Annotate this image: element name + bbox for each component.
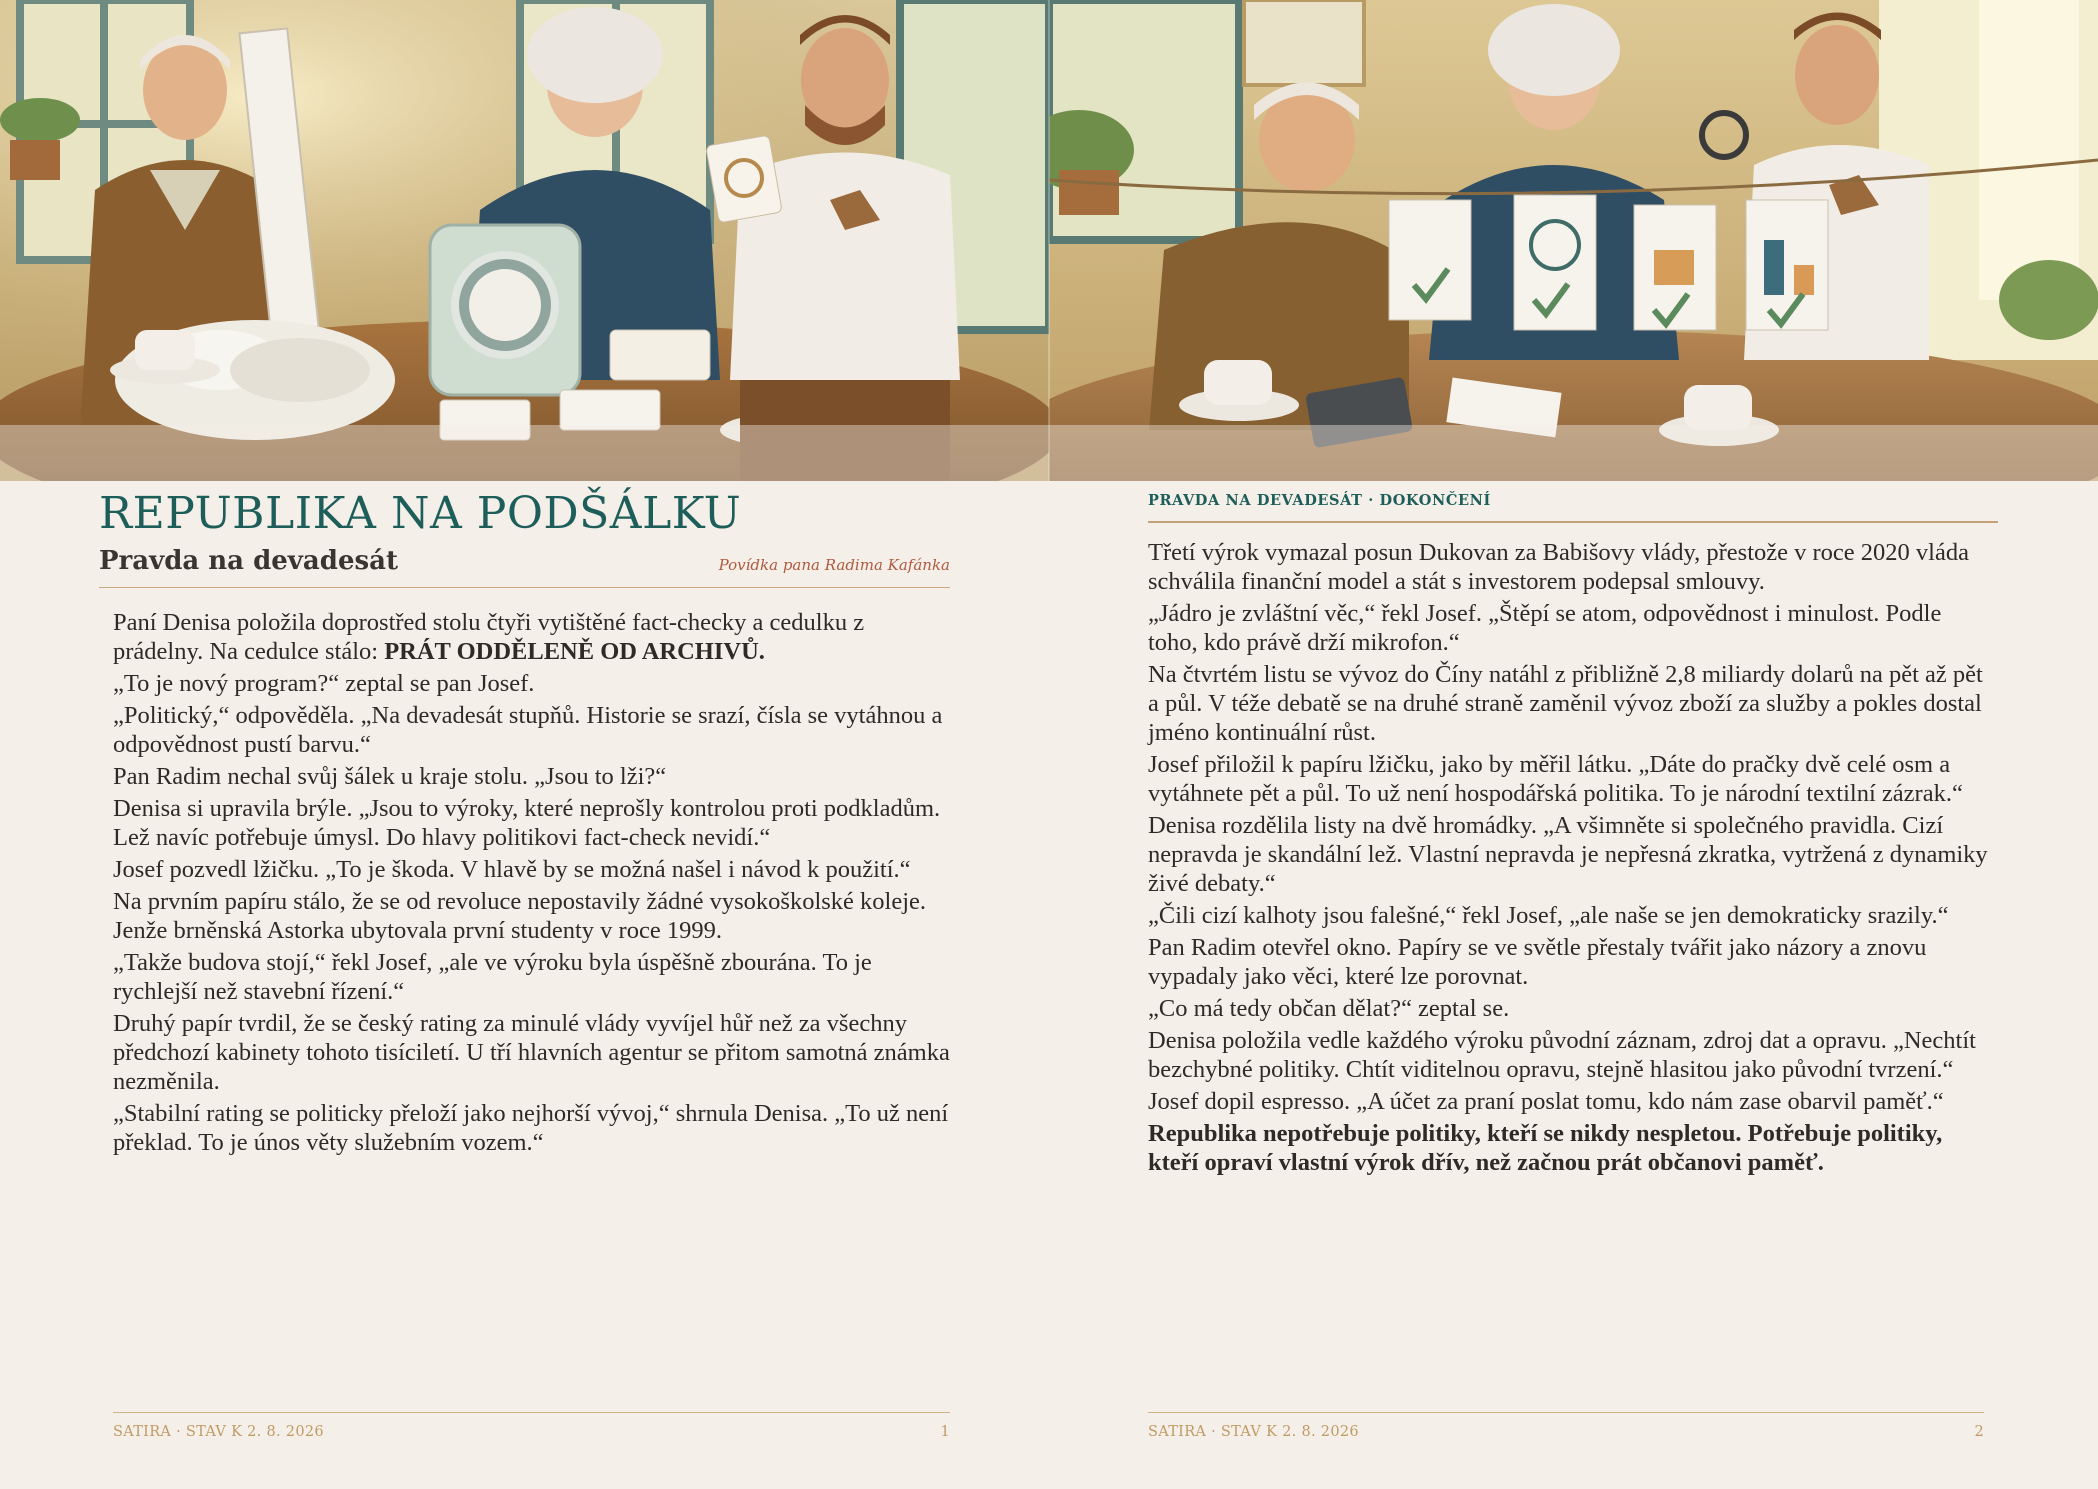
page-spine bbox=[1048, 0, 1050, 481]
paragraph: Denisa si upravila brýle. „Jsou to výroky, které neprošly kontrolou proti podkladům. Lež navíc potřebuje úmysl. Do hlavy politikovi fact-check nevidí.“ bbox=[113, 795, 941, 851]
paragraph: Pan Radim otevřel okno. Papíry se ve světle přestaly tvářit jako názory a znovu vypadaly jako věci, které lze porovnat. bbox=[1148, 934, 1927, 990]
page-number: 1 bbox=[940, 1424, 950, 1440]
paragraph: Denisa položila vedle každého výroku původní záznam, zdroj dat a opravu. „Nechtít bezchybné politiky. Chtít viditelnou opravu, stejně hlasitou jako původní tvrzení.“ bbox=[1148, 1027, 1976, 1083]
paragraph-text: Paní Denisa položila doprostřed stolu čtyři vytištěné fact-checky a cedulku z prádelny. Na cedulce stálo: bbox=[113, 609, 865, 665]
paragraph: „Čili cizí kalhoty jsou falešné,“ řekl Josef, „ale naše se jen demokraticky srazily.“ bbox=[1148, 902, 1949, 929]
paragraph: „Stabilní rating se politicky přeloží jako nejhorší vývoj,“ shrnula Denisa. „To už není překlad. To je únos věty služebním vozem.“ bbox=[113, 1100, 949, 1156]
footer-divider bbox=[113, 1412, 950, 1413]
closing-text: Republika nepotřebuje politiky, kteří se nikdy nespletou. Potřebuje politiky, kteří opraví vlastní výrok dřív, než začnou prát občanovi paměť. bbox=[1148, 1120, 1943, 1176]
left-column-text bbox=[113, 608, 958, 1160]
title-divider bbox=[99, 587, 950, 588]
paragraph: „To je nový program?“ zeptal se pan Josef. bbox=[113, 670, 535, 697]
paragraph: Pan Radim nechal svůj šálek u kraje stolu. „Jsou to lži?“ bbox=[113, 763, 667, 790]
page-number: 2 bbox=[1974, 1424, 1984, 1440]
story-title: REPUBLIKA NA PODŠÁLKU bbox=[99, 488, 742, 539]
kicker-divider bbox=[1148, 521, 1998, 523]
story-byline: Povídka pana Radima Kafánka bbox=[718, 556, 950, 574]
paragraph: „Politický,“ odpověděla. „Na devadesát stupňů. Historie se srazí, čísla se vytáhnou a odpovědnost pustí barvu.“ bbox=[113, 702, 943, 758]
footer-divider bbox=[1148, 1412, 1984, 1413]
paragraph: Na čtvrtém listu se vývoz do Číny natáhl z přibližně 2,8 miliardy dolarů na pět až pět a půl. V téže debatě se na druhé straně zaměnil vývoz zboží za služby a pokles dostal jméno kontinuální růst. bbox=[1148, 661, 1983, 746]
paragraph: Josef přiložil k papíru lžičku, jako by měřil látku. „Dáte do pračky dvě celé osm a vytáhnete pět a půl. To už není hospodářská politika. To je národní textilní zázrak.“ bbox=[1148, 751, 1963, 807]
paragraph bbox=[113, 608, 958, 666]
footer-section-label: SATIRA · STAV K 2. 8. 2026 bbox=[113, 1424, 324, 1440]
paragraph: „Takže budova stojí,“ řekl Josef, „ale ve výroku byla úspěšně zbourána. To je rychlejší než stavební řízení.“ bbox=[113, 949, 872, 1005]
illustration-right bbox=[1049, 0, 2098, 481]
illustration-left bbox=[0, 0, 1049, 481]
image-fade-overlay bbox=[0, 425, 1049, 481]
paragraph: Josef pozvedl lžičku. „To je škoda. V hlavě by se možná našel i návod k použití.“ bbox=[113, 856, 911, 883]
story-subtitle: Pravda na devadesát bbox=[99, 546, 398, 576]
paragraph: Denisa rozdělila listy na dvě hromádky. „A všimněte si společného pravidla. Cizí nepravda je skandální lež. Vlastní nepravda je nepřesná zkratka, vytržená z dynamiky živé debaty.“ bbox=[1148, 812, 1988, 897]
laundry-scene-image bbox=[0, 0, 1049, 481]
paragraph: Josef dopil espresso. „A účet za praní poslat tomu, kdo nám zase obarvil paměť.“ bbox=[1148, 1088, 1944, 1115]
closing-statement bbox=[1148, 1119, 1996, 1177]
right-column-text bbox=[1148, 538, 1996, 1180]
paragraph: Na prvním papíru stálo, že se od revoluce nepostavily žádné vysokoškolské koleje. Jenže brněnská Astorka ubytovala první studenty v roce 1999. bbox=[113, 888, 927, 944]
drying-line-scene-image bbox=[1049, 0, 2098, 481]
paragraph: „Co má tedy občan dělat?“ zeptal se. bbox=[1148, 995, 1510, 1022]
continuation-kicker: PRAVDA NA DEVADESÁT · DOKONČENÍ bbox=[1148, 492, 1491, 509]
label-text: PRÁT ODDĚLENĚ OD ARCHIVŮ. bbox=[384, 638, 765, 665]
paragraph: Třetí výrok vymazal posun Dukovan za Babišovy vlády, přestože v roce 2020 vláda schválila finanční model a stát s investorem podepsal smlouvy. bbox=[1148, 539, 1969, 595]
footer-section-label: SATIRA · STAV K 2. 8. 2026 bbox=[1148, 1424, 1359, 1440]
paragraph: Druhý papír tvrdil, že se český rating za minulé vlády vyvíjel hůř než za všechny předchozí kabinety tohoto tisíciletí. U tří hlavních agentur se přitom samotná známka nezměnila. bbox=[113, 1010, 950, 1095]
paragraph: „Jádro je zvláštní věc,“ řekl Josef. „Štěpí se atom, odpovědnost i minulost. Podle toho, kdo právě drží mikrofon.“ bbox=[1148, 600, 1942, 656]
image-fade-overlay bbox=[1049, 425, 2098, 481]
